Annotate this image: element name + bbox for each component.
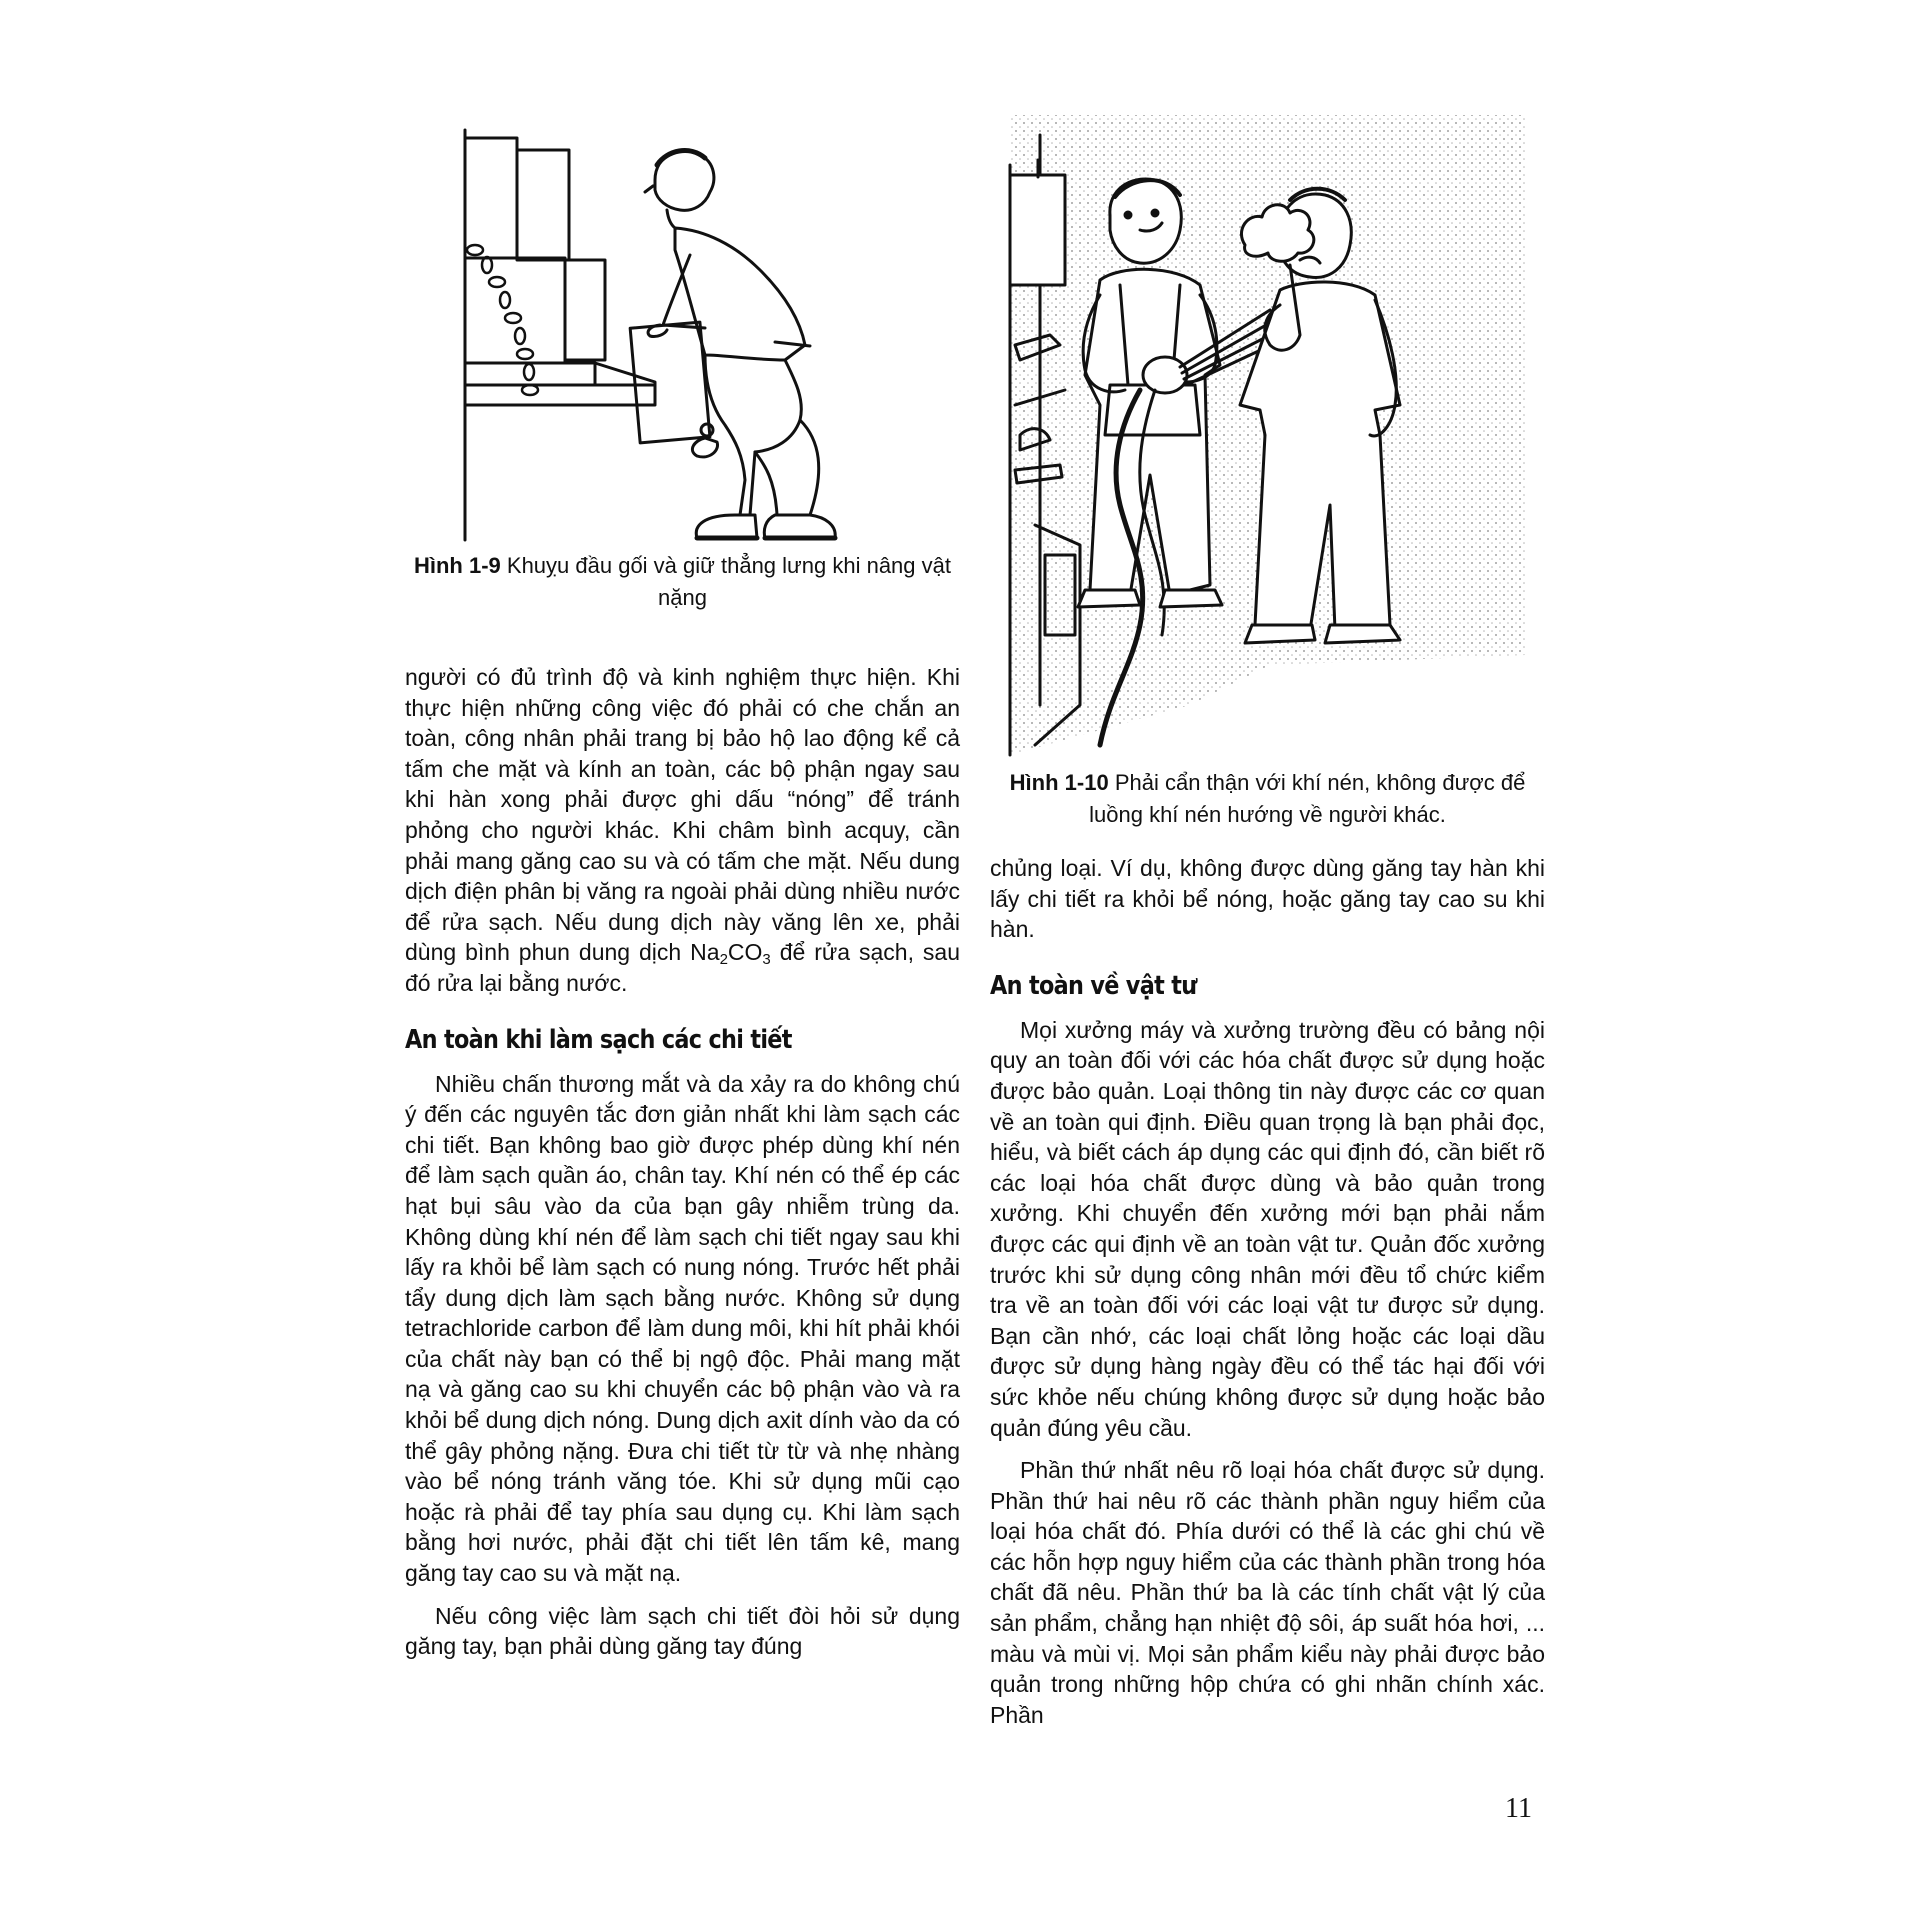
left-column bbox=[405, 120, 960, 1662]
figure-1-9-label: Hình 1-9 bbox=[413, 553, 501, 578]
paragraph-cleaning-1: Nhiều chấn thương mắt và da xảy ra do không chú ý đến các nguyên tắc đơn giản nhất khi làm sạch các chi tiết. Bạn không bao giờ được phép dùng khí nén để làm sạch quần áo, chân tay. Khí nén có thể ép các hạt bụi sâu vào da của bạn gây nhiễm trùng da. Không dùng khí nén để làm sạch chi tiết ngay sau khi lấy ra khỏi bể làm sạch có nung nóng. Trước hết phải tẩy dung dịch làm sạch bằng nước. Không sử dụng tetrachloride carbon để làm dung môi, khi hít phải khói của chất này bạn có thể bị ngộ độc. Phải mang mặt nạ và găng cao su khi chuyển các bộ phận vào và ra khỏi bể dung dịch nóng. Dung dịch axit dính vào da có thể gây phỏng nặng. Đưa chi tiết từ từ và nhẹ nhàng vào bể nóng tránh văng tóe. Khi sử dụng mũi cạo hoặc rà phải để tay phía sau dụng cụ. Khi làm sạch bằng hơi nước, phải đặt chi tiết lên tấm kê, mang găng tay cao su và mặt nạ. bbox=[405, 1070, 960, 1587]
person-lifting-box-illustration bbox=[405, 120, 960, 550]
paragraph-gloves-continued: chủng loại. Ví dụ, không được dùng găng tay hàn khi lấy chi tiết ra khỏi bể nóng, hoặc găng tay cao su khi hàn. bbox=[990, 855, 1545, 943]
heading-cleaning-safety: An toàn khi làm sạch các chi tiết bbox=[405, 1024, 792, 1055]
chem-co: CO bbox=[727, 939, 763, 966]
paragraph-materials-2: Phần thứ nhất nêu rõ loại hóa chất được sử dụng. Phần thứ hai nêu rõ các thành phần nguy hiểm của loại hóa chất đó. Phía dưới có thể là các ghi chú về các hỗn hợp nguy hiểm của các thành phần trong hóa chất đã nêu. Phần thứ ba là các tính chất vật lý của sản phẩm, chẳng hạn nhiệt độ sôi, áp suất hóa hơi, ... màu và mùi vị. Mọi sản phẩm kiểu này phải được bảo quản trong những hộp chứa có ghi nhãn chính xác. Phần bbox=[990, 1457, 1545, 1728]
paragraph-materials-1: Mọi xưởng máy và xưởng trường đều có bảng nội quy an toàn đối với các hóa chất được sử dụng hoặc được bảo quản. Loại thông tin này được các cơ quan về an toàn qui định. Điều quan trọng là bạn phải đọc, hiểu, và biết cách áp dụng các qui định đó, cần biết rõ các loại hóa chất được dùng và bảo quản trong xưởng. Khi chuyển đến xưởng mới bạn phải nắm được các qui định về an toàn vật tư. Quản đốc xưởng trước khi sử dụng công nhân mới đều tổ chức kiểm tra về an toàn đối với các loại vật tư được sử dụng. Bạn cần nhớ, các loại chất lỏng hoặc các loại dầu được sử dụng hàng ngày đều có thể tác hại đối với sức khỏe nếu chúng không được sử dụng hoặc bảo quản đúng yêu cầu. bbox=[990, 1016, 1545, 1441]
paragraph-welding-text-b: để rửa sạch, sau đó rửa lại bằng nước. bbox=[405, 939, 960, 996]
figure-1-10 bbox=[990, 105, 1545, 831]
right-column bbox=[990, 105, 1545, 1730]
figure-1-9-caption bbox=[405, 550, 960, 614]
subscript-3: 3 bbox=[762, 951, 771, 969]
subscript-2: 2 bbox=[719, 951, 728, 969]
figure-1-10-caption bbox=[990, 767, 1545, 831]
figure-1-9-text: Khuỵu đầu gối và giữ thẳng lưng khi nâng vật nặng bbox=[500, 553, 951, 610]
figure-1-9 bbox=[405, 120, 960, 614]
figure-1-10-label: Hình 1-10 bbox=[1009, 770, 1109, 795]
figure-1-10-text: Phải cẩn thận với khí nén, không được để luồng khí nén hướng về người khác. bbox=[1089, 770, 1526, 827]
paragraph-cleaning-2: Nếu công việc làm sạch chi tiết đòi hỏi sử dụng găng tay, bạn phải dùng găng tay đúng bbox=[405, 1602, 960, 1660]
compressed-air-hazard-illustration bbox=[990, 105, 1545, 765]
heading-materials-safety: An toàn về vật tư bbox=[990, 970, 1197, 1001]
paragraph-welding-safety bbox=[405, 662, 960, 999]
paragraph-welding-text-a: người có đủ trình độ và kinh nghiệm thực hiện. Khi thực hiện những công việc đó phải có che chắn an toàn, công nhân phải trang bị bảo hộ lao động kể cả tấm che mặt và kính an toàn, các bộ phận ngay sau khi hàn xong phải được ghi dấu “nóng” để tránh phỏng cho người khác. Khi châm bình acquy, cần phải mang găng cao su và có tấm che mặt. Nếu dung dịch điện phân bị văng ra ngoài phải dùng nhiều nước để rửa sạch. Nếu dung dịch này văng lên xe, phải dùng bình phun dung dịch Na bbox=[405, 664, 960, 966]
page-number: 11 bbox=[1505, 1793, 1532, 1824]
